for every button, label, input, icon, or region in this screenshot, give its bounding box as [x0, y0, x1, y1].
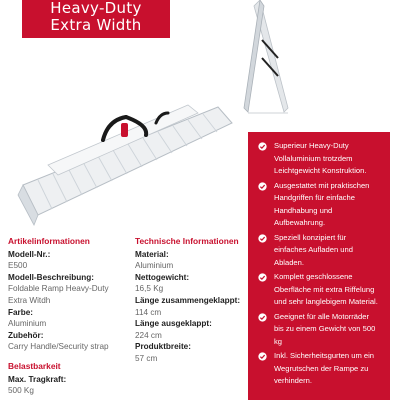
article-info-column [8, 236, 128, 397]
feature-text-line: Oberfläche mit extra Riffelung [274, 284, 375, 294]
feature-text-line: bis zu einem Gewicht von 500 kg [274, 324, 376, 346]
feature-item [258, 271, 384, 309]
product-width-value: 57 cm [135, 353, 158, 363]
check-circle-icon [258, 142, 267, 151]
max-load-label: Max. Tragkraft: [8, 374, 67, 384]
net-weight-value: 16,5 Kg [135, 284, 164, 294]
unfolded-length-value: 224 cm [135, 330, 162, 340]
article-info-heading: Artikelinformationen [8, 236, 90, 246]
check-circle-icon [258, 352, 267, 361]
net-weight-label: Nettogewicht: [135, 272, 190, 282]
feature-item [258, 232, 384, 270]
feature-text-line: Handhabung und [274, 205, 333, 215]
model-desc-value-2: Extra Witdh [8, 295, 51, 305]
feature-text-line: einfaches Aufladen und Abladen. [274, 245, 353, 267]
model-desc-label: Modell-Beschreibung: [8, 272, 94, 282]
material-value: Aluminium [135, 261, 174, 271]
feature-item [258, 140, 384, 178]
material-label: Material: [135, 249, 169, 259]
header-banner [22, 0, 170, 38]
check-circle-icon [258, 234, 267, 243]
header-title-line2: Extra Width [50, 16, 142, 34]
feature-text-line: Aufbewahrung. [274, 218, 326, 227]
feature-text-line: Handgriffen für einfache [274, 193, 355, 202]
feature-text-line: Superieur Heavy-Duty [274, 141, 349, 150]
feature-text-line: verhindern. [274, 376, 312, 385]
check-circle-icon [258, 273, 267, 282]
technical-info-column [135, 236, 245, 365]
accessory-label: Zubehör: [8, 330, 44, 340]
feature-text-line: und sehr langlebigem Material. [274, 297, 378, 306]
unfolded-length-label: Länge ausgeklappt: [135, 319, 212, 329]
feature-panel [248, 132, 390, 400]
color-value: Aluminium [8, 319, 47, 329]
feature-item [258, 311, 384, 349]
folded-length-value: 114 cm [135, 307, 162, 317]
feature-text-line: Speziell konzipiert für [274, 232, 347, 242]
feature-text-line: Inkl. Sicherheitsgurten um ein [274, 351, 375, 360]
folded-length-label: Länge zusammengeklappt: [135, 295, 241, 305]
model-no-value: E500 [8, 261, 28, 271]
product-width-label: Produktbreite: [135, 342, 191, 352]
check-circle-icon [258, 182, 267, 191]
load-capacity-heading: Belastbarkeit [8, 360, 61, 371]
max-load-value: 500 Kg [8, 386, 34, 396]
feature-item [258, 180, 384, 230]
model-desc-value-1: Foldable Ramp Heavy-Duty [8, 284, 109, 294]
header-title-line1: Heavy-Duty [50, 0, 142, 17]
feature-text-line: Wegrutschen der Rampe zu [274, 363, 369, 373]
technical-info-heading: Technische Informationen [135, 236, 239, 246]
color-label: Farbe: [8, 307, 34, 317]
feature-list [258, 140, 384, 388]
check-circle-icon [258, 313, 267, 322]
feature-text-line: Komplett geschlossene [274, 272, 353, 281]
feature-text-line: Vollaluminium trotzdem [274, 153, 353, 163]
feature-item [258, 350, 384, 388]
product-image-side [240, 0, 290, 120]
accessory-value: Carry Handle/Security strap [8, 342, 109, 352]
feature-text-line: Geeignet für alle Motorräder [274, 311, 369, 321]
feature-text-line: Ausgestattet mit praktischen [274, 180, 370, 190]
model-no-label: Modell-Nr.: [8, 249, 51, 259]
feature-text-line: Leichtgewicht Konstruktion. [274, 166, 367, 175]
product-image-main [8, 65, 233, 230]
